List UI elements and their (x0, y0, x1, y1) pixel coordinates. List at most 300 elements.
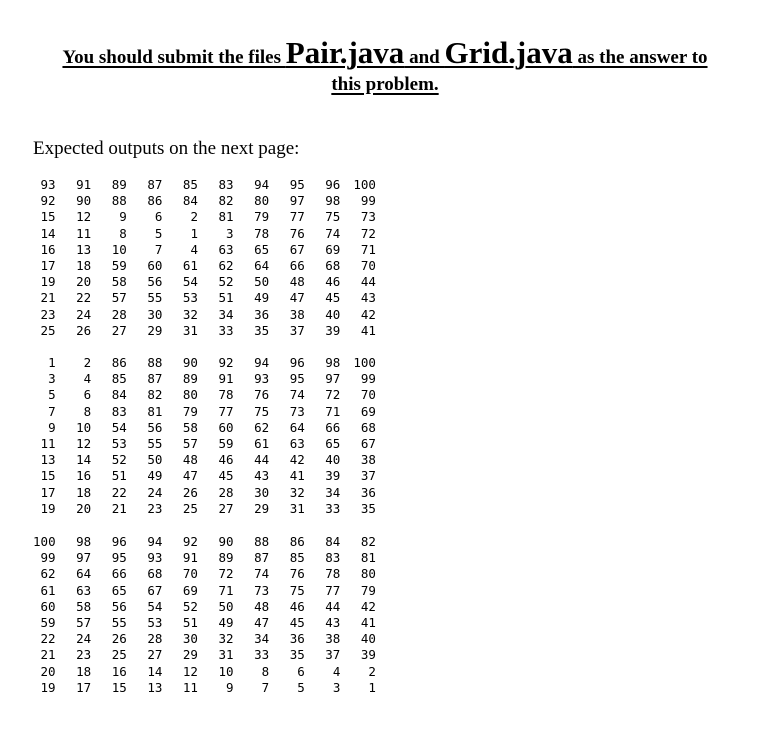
grid-cell: 44 (254, 452, 270, 468)
grid-row (20, 647, 376, 663)
grid-cell: 75 (325, 209, 341, 225)
grid-cell: 56 (147, 274, 163, 290)
grid-cell: 51 (111, 468, 127, 484)
grid-cell: 37 (325, 647, 341, 663)
grid-cell: 34 (254, 631, 270, 647)
grid-row (20, 290, 376, 306)
grid-row (20, 242, 376, 258)
grid-cell: 2 (83, 355, 92, 370)
grid-cell: 25 (111, 647, 127, 663)
grid-cell: 98 (325, 193, 341, 209)
grid-cell: 22 (111, 484, 127, 500)
grid-cell: 42 (289, 452, 305, 468)
grid-cell: 27 (218, 500, 234, 516)
grid-cell: 32 (218, 631, 234, 647)
grid-cell: 19 (40, 500, 56, 516)
grid-cell: 52 (182, 598, 198, 614)
grid-cell: 12 (76, 436, 92, 452)
grid-row (20, 583, 376, 599)
grid-cell: 65 (254, 241, 270, 257)
grid-row (20, 193, 376, 209)
grid-cell: 72 (218, 566, 234, 582)
grid-cell: 54 (182, 274, 198, 290)
grid-cell: 9 (226, 679, 234, 695)
output-grid-1 (20, 177, 376, 339)
grid-cell: 38 (289, 306, 305, 322)
grid-row (20, 177, 376, 193)
grid-cell: 69 (360, 403, 376, 419)
grid-cell: 50 (254, 274, 270, 290)
grid-cell: 47 (289, 290, 305, 306)
grid-row (20, 404, 376, 420)
grid-cell: 69 (182, 582, 198, 598)
grid-cell: 33 (218, 322, 234, 338)
grid-row (20, 307, 376, 323)
grid-cell: 43 (325, 615, 341, 631)
grid-cell: 41 (289, 468, 305, 484)
grid-cell: 11 (40, 436, 56, 452)
grid-row (20, 550, 376, 566)
grid-cell: 32 (289, 484, 305, 500)
grid-cell: 62 (254, 419, 270, 435)
grid-cell: 97 (76, 550, 92, 566)
grid-cell: 68 (360, 419, 376, 435)
grid-cell: 13 (147, 679, 163, 695)
grid-cell: 48 (254, 598, 270, 614)
grid-cell: 1 (190, 225, 198, 241)
grid-cell: 84 (182, 193, 198, 209)
grid-cell: 59 (40, 615, 56, 631)
grid-cell: 5 (154, 225, 163, 241)
grid-cell: 94 (254, 355, 270, 370)
grid-cell: 66 (111, 566, 127, 582)
grid-cell: 54 (111, 419, 127, 435)
grid-cell: 7 (154, 241, 163, 257)
grid-cell: 16 (40, 241, 56, 257)
grid-cell: 64 (254, 258, 270, 274)
grid-cell: 81 (360, 550, 376, 566)
grid-cell: 3 (226, 225, 234, 241)
grid-cell: 54 (147, 598, 163, 614)
grid-cell: 34 (325, 484, 341, 500)
grid-cell: 82 (360, 534, 376, 549)
grid-row (20, 209, 376, 225)
grid-cell: 85 (289, 550, 305, 566)
grid-cell: 13 (40, 452, 56, 468)
grid-cell: 72 (325, 387, 341, 403)
grid-cell: 23 (147, 500, 163, 516)
grid-cell: 86 (147, 193, 163, 209)
grid-cell: 88 (254, 534, 270, 549)
grid-cell: 98 (325, 355, 341, 370)
grid-cell: 48 (289, 274, 305, 290)
grid-cell: 99 (360, 371, 376, 387)
grid-cell: 43 (360, 290, 376, 306)
grid-cell: 46 (325, 274, 341, 290)
grid-cell: 6 (154, 209, 163, 225)
grid-cell: 34 (218, 306, 234, 322)
grid-cell: 8 (83, 403, 92, 419)
grid-cell: 48 (182, 452, 198, 468)
grid-cell: 49 (147, 468, 163, 484)
grid-cell: 86 (289, 534, 305, 549)
grid-cell: 37 (360, 468, 376, 484)
grid-cell: 39 (325, 322, 341, 338)
grid-cell: 62 (40, 566, 56, 582)
grid-cell: 31 (182, 322, 198, 338)
grid-cell: 33 (325, 500, 341, 516)
grid-row (20, 420, 376, 436)
grid-cell: 76 (289, 225, 305, 241)
grid-cell: 90 (182, 355, 198, 370)
grid-cell: 96 (111, 534, 127, 549)
instruction-line-1 (0, 35, 770, 73)
grid-cell: 75 (289, 582, 305, 598)
grid-cell: 91 (218, 371, 234, 387)
grid-cell: 21 (40, 290, 56, 306)
grid-cell: 17 (76, 679, 92, 695)
grid-cell: 88 (147, 355, 163, 370)
grid-cell: 36 (254, 306, 270, 322)
grid-cell: 30 (182, 631, 198, 647)
grid-cell: 8 (119, 225, 127, 241)
grid-row (20, 615, 376, 631)
grid-row (20, 371, 376, 387)
grid-cell: 99 (40, 550, 56, 566)
grid-cell: 63 (218, 241, 234, 257)
grid-cell: 82 (147, 387, 163, 403)
grid-cell: 53 (182, 290, 198, 306)
grid-cell: 45 (325, 290, 341, 306)
grid-cell: 98 (76, 534, 92, 549)
grid-row (20, 599, 376, 615)
grid-cell: 93 (40, 177, 56, 192)
grid-cell: 18 (76, 258, 92, 274)
grid-row (20, 387, 376, 403)
grid-cell: 95 (111, 550, 127, 566)
grid-cell: 58 (182, 419, 198, 435)
grid-cell: 60 (147, 258, 163, 274)
grid-cell: 87 (254, 550, 270, 566)
grid-cell: 84 (325, 534, 341, 549)
grid-cell: 20 (76, 500, 92, 516)
grid-cell: 25 (182, 500, 198, 516)
grid-cell: 97 (289, 193, 305, 209)
grid-cell: 41 (360, 615, 376, 631)
grid-cell: 18 (76, 484, 92, 500)
grid-row (20, 501, 376, 517)
grid-cell: 53 (147, 615, 163, 631)
grid-cell: 7 (48, 403, 56, 419)
instruction-text-2: and (404, 47, 445, 68)
grid-cell: 73 (289, 403, 305, 419)
grid-cell: 69 (325, 241, 341, 257)
grid-cell: 24 (76, 306, 92, 322)
grid-cell: 56 (147, 419, 163, 435)
grid-cell: 9 (119, 209, 127, 225)
grid-cell: 49 (218, 615, 234, 631)
grid-cell: 59 (218, 436, 234, 452)
grid-cell: 43 (254, 468, 270, 484)
grid-cell: 22 (40, 631, 56, 647)
grid-cell: 79 (182, 403, 198, 419)
grid-cell: 42 (360, 598, 376, 614)
grid-cell: 89 (218, 550, 234, 566)
grid-cell: 65 (325, 436, 341, 452)
grid-cell: 79 (360, 582, 376, 598)
grid-cell: 77 (289, 209, 305, 225)
grid-cell: 12 (76, 209, 92, 225)
grid-cell: 17 (40, 484, 56, 500)
grid-cell: 59 (111, 258, 127, 274)
grid-cell: 57 (111, 290, 127, 306)
grid-cell: 70 (182, 566, 198, 582)
grid-cell: 19 (40, 679, 56, 695)
grid-cell: 93 (147, 550, 163, 566)
grid-cell: 100 (353, 177, 376, 192)
grid-cell: 3 (332, 679, 341, 695)
grid-cell: 57 (76, 615, 92, 631)
grid-cell: 36 (289, 631, 305, 647)
output-grid-2 (20, 355, 376, 517)
grid-cell: 21 (111, 500, 127, 516)
grid-cell: 95 (289, 371, 305, 387)
grid-cell: 71 (218, 582, 234, 598)
grid-cell: 70 (360, 258, 376, 274)
grid-cell: 12 (182, 663, 198, 679)
grid-cell: 1 (368, 679, 376, 695)
grid-cell: 78 (218, 387, 234, 403)
grid-cell: 72 (360, 225, 376, 241)
grid-row (20, 355, 376, 371)
expected-outputs-label: Expected outputs on the next page: (33, 138, 300, 159)
grid-cell: 89 (182, 371, 198, 387)
grid-row (20, 274, 376, 290)
grid-cell: 20 (40, 663, 56, 679)
grid-cell: 64 (76, 566, 92, 582)
grid-table (20, 355, 376, 517)
grid-cell: 64 (289, 419, 305, 435)
grid-cell: 50 (218, 598, 234, 614)
grid-cell: 60 (40, 598, 56, 614)
grid-cell: 3 (48, 371, 56, 387)
grid-cell: 77 (218, 403, 234, 419)
grid-cell: 35 (289, 647, 305, 663)
grid-cell: 11 (76, 225, 92, 241)
grid-cell: 26 (76, 322, 92, 338)
grid-cell: 81 (147, 403, 163, 419)
grid-cell: 94 (254, 177, 270, 192)
grid-cell: 80 (254, 193, 270, 209)
grid-cell: 33 (254, 647, 270, 663)
instruction-line-2 (0, 73, 770, 97)
grid-cell: 44 (360, 274, 376, 290)
grid-cell: 19 (40, 274, 56, 290)
grid-cell: 22 (76, 290, 92, 306)
grid-cell: 14 (76, 452, 92, 468)
grid-row (20, 468, 376, 484)
instruction-text-4: this problem. (331, 74, 439, 95)
grid-cell: 100 (353, 355, 376, 370)
grid-row (20, 485, 376, 501)
grid-cell: 1 (48, 355, 56, 370)
grid-cell: 2 (368, 663, 376, 679)
grid-cell: 88 (111, 193, 127, 209)
grid-cell: 44 (325, 598, 341, 614)
grid-row (20, 258, 376, 274)
grid-cell: 52 (218, 274, 234, 290)
grid-cell: 45 (289, 615, 305, 631)
grid-cell: 40 (325, 306, 341, 322)
grid-cell: 83 (325, 550, 341, 566)
grid-cell: 55 (111, 615, 127, 631)
grid-cell: 32 (182, 306, 198, 322)
grid-cell: 76 (254, 387, 270, 403)
grid-cell: 73 (254, 582, 270, 598)
grid-cell: 10 (218, 663, 234, 679)
grid-cell: 93 (254, 371, 270, 387)
grid-cell: 47 (182, 468, 198, 484)
grid-cell: 81 (218, 209, 234, 225)
grid-cell: 84 (111, 387, 127, 403)
grid-cell: 83 (218, 177, 234, 192)
grid-cell: 18 (76, 663, 92, 679)
grid-cell: 92 (182, 534, 198, 549)
grid-row (20, 631, 376, 647)
grid-cell: 66 (325, 419, 341, 435)
grid-cell: 40 (325, 452, 341, 468)
grid-cell: 47 (254, 615, 270, 631)
grid-row (20, 452, 376, 468)
grid-cell: 25 (40, 322, 56, 338)
grid-cell: 6 (83, 387, 92, 403)
grid-cell: 16 (111, 663, 127, 679)
grid-cell: 100 (33, 534, 56, 549)
grid-cell: 87 (147, 371, 163, 387)
grid-cell: 67 (147, 582, 163, 598)
grid-cell: 62 (218, 258, 234, 274)
grid-row (20, 566, 376, 582)
grid-cell: 4 (190, 241, 198, 257)
output-grid-3 (20, 534, 376, 696)
grid-cell: 36 (360, 484, 376, 500)
grid-cell: 9 (48, 419, 56, 435)
grid-cell: 73 (360, 209, 376, 225)
grid-cell: 65 (111, 582, 127, 598)
grid-cell: 74 (325, 225, 341, 241)
grid-cell: 58 (76, 598, 92, 614)
grid-cell: 11 (182, 679, 198, 695)
grid-cell: 35 (360, 500, 376, 516)
grid-cell: 30 (254, 484, 270, 500)
grid-cell: 55 (147, 436, 163, 452)
grid-cell: 92 (40, 193, 56, 209)
grid-cell: 45 (218, 468, 234, 484)
grid-cell: 5 (48, 387, 56, 403)
grid-row (20, 680, 376, 696)
grid-cell: 16 (76, 468, 92, 484)
grid-cell: 92 (218, 355, 234, 370)
grid-cell: 78 (254, 225, 270, 241)
grid-cell: 51 (218, 290, 234, 306)
grid-cell: 91 (76, 177, 92, 192)
grid-cell: 28 (147, 631, 163, 647)
grid-cell: 27 (147, 647, 163, 663)
grid-cell: 94 (147, 534, 163, 549)
grid-cell: 74 (289, 387, 305, 403)
grid-cell: 29 (182, 647, 198, 663)
grid-cell: 46 (218, 452, 234, 468)
grid-cell: 57 (182, 436, 198, 452)
grid-row (20, 436, 376, 452)
grid-cell: 53 (111, 436, 127, 452)
grid-cell: 4 (83, 371, 92, 387)
grid-cell: 61 (182, 258, 198, 274)
grid-cell: 68 (325, 258, 341, 274)
grid-cell: 21 (40, 647, 56, 663)
grid-cell: 31 (289, 500, 305, 516)
grid-cell: 28 (111, 306, 127, 322)
grid-cell: 14 (147, 663, 163, 679)
grid-cell: 79 (254, 209, 270, 225)
grid-cell: 61 (254, 436, 270, 452)
grid-cell: 96 (325, 177, 341, 192)
grid-cell: 80 (360, 566, 376, 582)
grid-cell: 77 (325, 582, 341, 598)
grid-cell: 27 (111, 322, 127, 338)
grid-table (20, 177, 376, 339)
grid-cell: 67 (360, 436, 376, 452)
grid-cell: 15 (40, 209, 56, 225)
grid-cell: 35 (254, 322, 270, 338)
grid-cell: 15 (40, 468, 56, 484)
grid-cell: 38 (325, 631, 341, 647)
grid-row (20, 226, 376, 242)
grid-cell: 91 (182, 550, 198, 566)
grid-cell: 90 (76, 193, 92, 209)
grid-cell: 82 (218, 193, 234, 209)
grid-cell: 30 (147, 306, 163, 322)
grid-cell: 58 (111, 274, 127, 290)
grid-cell: 63 (289, 436, 305, 452)
grid-cell: 97 (325, 371, 341, 387)
grid-cell: 96 (289, 355, 305, 370)
grid-cell: 38 (360, 452, 376, 468)
grid-cell: 39 (360, 647, 376, 663)
file-name-grid: Grid.java (444, 35, 573, 70)
grid-cell: 24 (76, 631, 92, 647)
grid-cell: 6 (297, 663, 305, 679)
grid-cell: 23 (76, 647, 92, 663)
grid-cell: 5 (297, 679, 305, 695)
grid-cell: 50 (147, 452, 163, 468)
grid-cell: 49 (254, 290, 270, 306)
grid-cell: 41 (360, 322, 376, 338)
grid-row (20, 534, 376, 550)
grid-cell: 14 (40, 225, 56, 241)
grid-cell: 51 (182, 615, 198, 631)
grid-cell: 15 (111, 679, 127, 695)
grid-row (20, 323, 376, 339)
grid-cell: 20 (76, 274, 92, 290)
grid-cell: 71 (325, 403, 341, 419)
grid-cell: 7 (261, 679, 270, 695)
grid-cell: 24 (147, 484, 163, 500)
grid-cell: 87 (147, 177, 163, 192)
grid-cell: 83 (111, 403, 127, 419)
grid-cell: 80 (182, 387, 198, 403)
grid-cell: 29 (147, 322, 163, 338)
